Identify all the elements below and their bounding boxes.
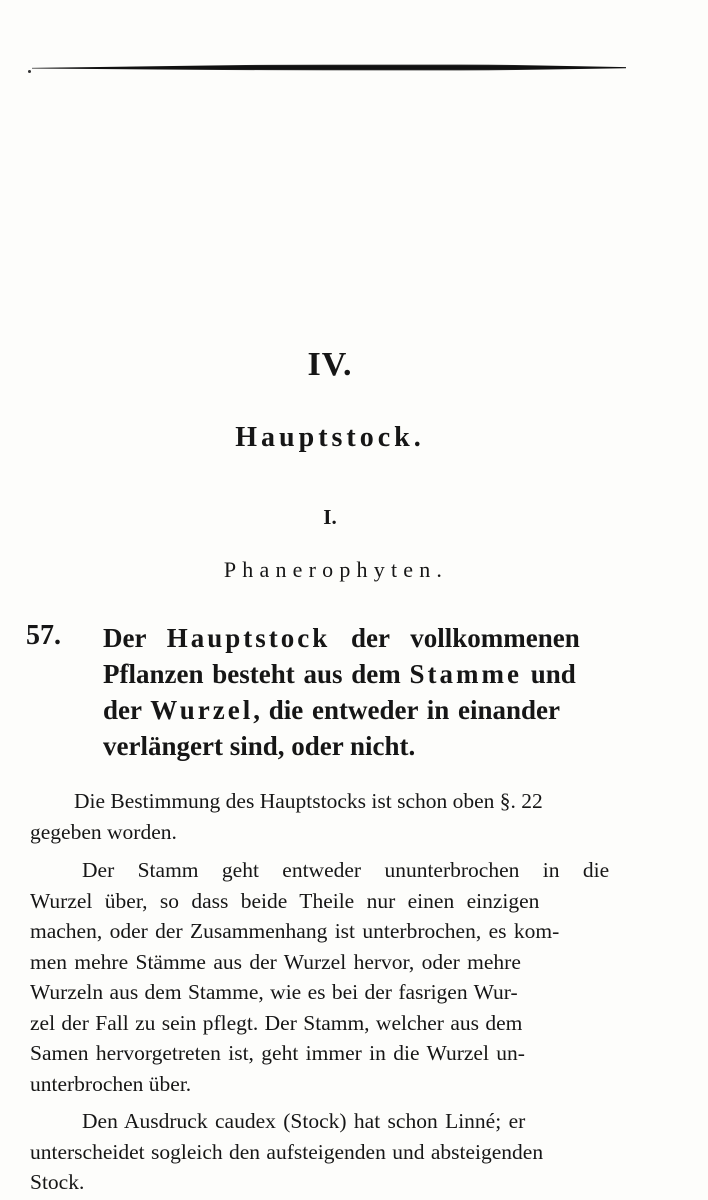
text-line: men mehre Stämme aus der Wurzel hervor, oder mehre <box>30 949 521 974</box>
heading-text: und <box>521 659 576 689</box>
section-heading-line <box>103 620 651 656</box>
text-line: Stock. <box>30 1170 85 1194</box>
heading-keyword: Wurzel <box>150 695 254 725</box>
text-line: Samen hervorgetreten ist, geht immer in die Wurzel un- <box>30 1041 525 1065</box>
heading-keyword: Hauptstock <box>166 623 331 653</box>
subchapter-numeral: I. <box>323 505 337 529</box>
section-heading-line <box>103 692 651 728</box>
text-line: Die Bestimmung des Hauptstocks ist schon oben §. 22 <box>74 789 543 813</box>
heading-text: , die entweder in einander <box>253 695 560 725</box>
paragraph <box>30 1106 650 1198</box>
text-line: Der Stamm geht entweder ununterbrochen in die <box>82 858 610 882</box>
heading-text: Der <box>103 623 167 653</box>
ink-speck <box>28 70 31 73</box>
text-line: unterbrochen über. <box>30 1071 192 1096</box>
section-heading-line <box>103 728 651 764</box>
text-line: machen, oder der Zusammenhang ist unterbrochen, es kom- <box>30 919 560 943</box>
paragraph <box>30 855 650 1099</box>
chapter-numeral: IV. <box>307 346 353 383</box>
heading-keyword: Stamme <box>409 659 522 689</box>
heading-text: der <box>103 695 151 725</box>
heading-text: Pflanzen besteht aus dem <box>103 659 410 689</box>
heading-text: verlängert sind, oder nicht. <box>103 731 416 761</box>
section-number: 57. <box>26 620 61 651</box>
text-line: zel der Fall zu sein pflegt. Der Stamm, welcher aus dem <box>30 1010 523 1035</box>
decorative-rule <box>32 64 626 71</box>
text-line: Den Ausdruck caudex (Stock) hat schon Linné; er <box>82 1109 526 1133</box>
text-line: Wurzeln aus dem Stamme, wie es bei der fasrigen Wur- <box>30 980 518 1004</box>
chapter-title: Hauptstock. <box>235 422 425 453</box>
heading-text: der vollkommenen <box>330 623 580 653</box>
subchapter-title: Phanerophyten. <box>223 557 449 582</box>
paragraph <box>30 786 650 847</box>
section-heading-line <box>103 656 651 692</box>
text-line: unterscheidet sogleich den aufsteigenden und absteigenden <box>30 1139 544 1164</box>
text-line: gegeben worden. <box>30 819 177 844</box>
text-line: Wurzel über, so dass beide Theile nur einen einzigen <box>30 888 540 913</box>
section-heading <box>103 620 651 764</box>
